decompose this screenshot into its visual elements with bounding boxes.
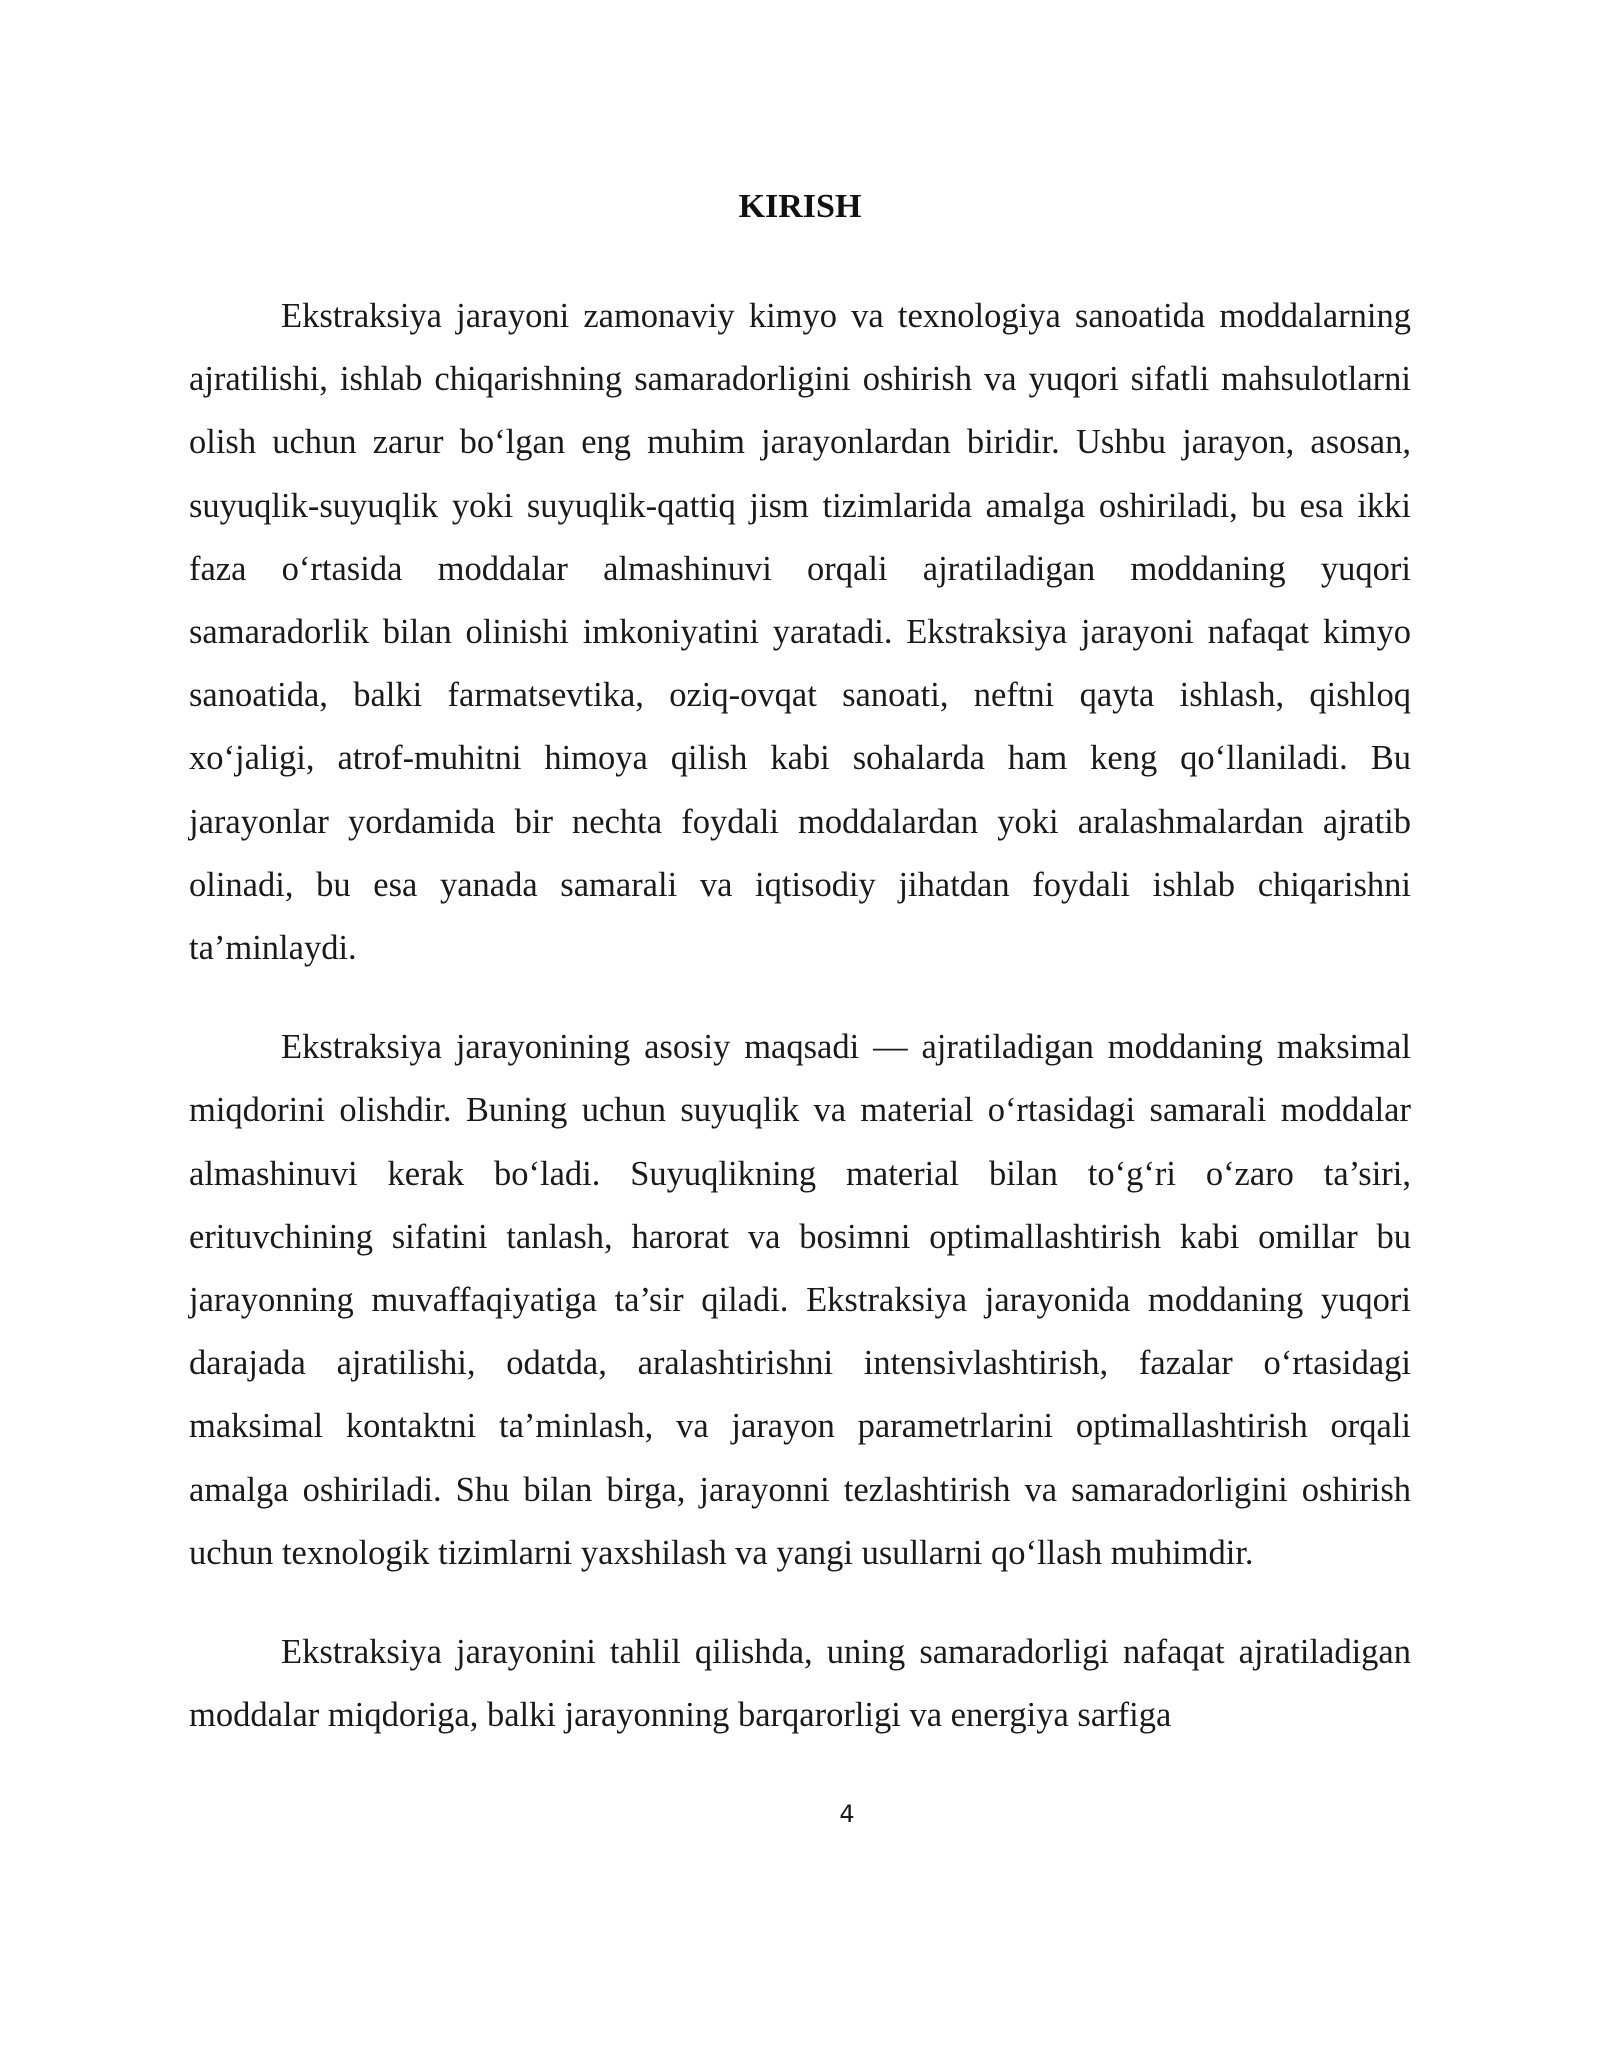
page-number: 4 [839, 1800, 855, 1828]
paragraph-2: Ekstraksiya jarayonining asosiy maqsadi — ajratiladigan moddaning maksimal miqdorini olishdir. Buning uchun suyuqlik va material o‘rtasidagi samarali moddalar almashinuvi kerak bo‘ladi. Suyuqlikning material bilan to‘g‘ri o‘zaro ta’siri, erituvchining sifatini tanlash, harorat va bosimni optimallashtirish kabi omillar bu jarayonning muvaffaqiyatiga ta’sir qiladi. Ekstraksiya jarayonida moddaning yuqori darajada ajratilishi, odatda, aralashtirishni intensivlashtirish, fazalar o‘rtasidagi maksimal kontaktni ta’minlash, va jarayon parametrlarini optimallashtirish orqali amalga oshiriladi. Shu bilan birga, jarayonni tezlashtirish va samaradorligini oshirish uchun texnologik tizimlarni yaxshilash va yangi usullarni qo‘llash muhimdir. [189, 1028, 1411, 1572]
paragraph-3: Ekstraksiya jarayonini tahlil qilishda, uning samaradorligi nafaqat ajratiladigan moddalar miqdoriga, balki jarayonning barqarorligi va energiya sarfiga [189, 1633, 1411, 1735]
paragraph-1: Ekstraksiya jarayoni zamonaviy kimyo va texnologiya sanoatida moddalarning ajratilishi, ishlab chiqarishning samaradorligini oshirish va yuqori sifatli mahsulotlarni olish uchun zarur bo‘lgan eng muhim jarayonlardan biridir. Ushbu jarayon, asosan, suyuqlik-suyuqlik yoki suyuqlik-qattiq jism tizimlarida amalga oshiriladi, bu esa ikki faza o‘rtasida moddalar almashinuvi orqali ajratiladigan moddaning yuqori samaradorlik bilan olinishi imkoniyatini yaratadi. Ekstraksiya jarayoni nafaqat kimyo sanoatida, balki farmatsevtika, oziq-ovqat sanoati, neftni qayta ishlash, qishloq xo‘jaligi, atrof-muhitni himoya qilish kabi sohalarda ham keng qo‘llaniladi. Bu jarayonlar yordamida bir nechta foydali moddalardan yoki aralashmalardan ajratib olinadi, bu esa yanada samarali va iqtisodiy jihatdan foydali ishlab chiqarishni ta’minlaydi. [189, 297, 1411, 968]
page-heading: KIRISH [738, 188, 862, 225]
body-text [189, 285, 1411, 1783]
